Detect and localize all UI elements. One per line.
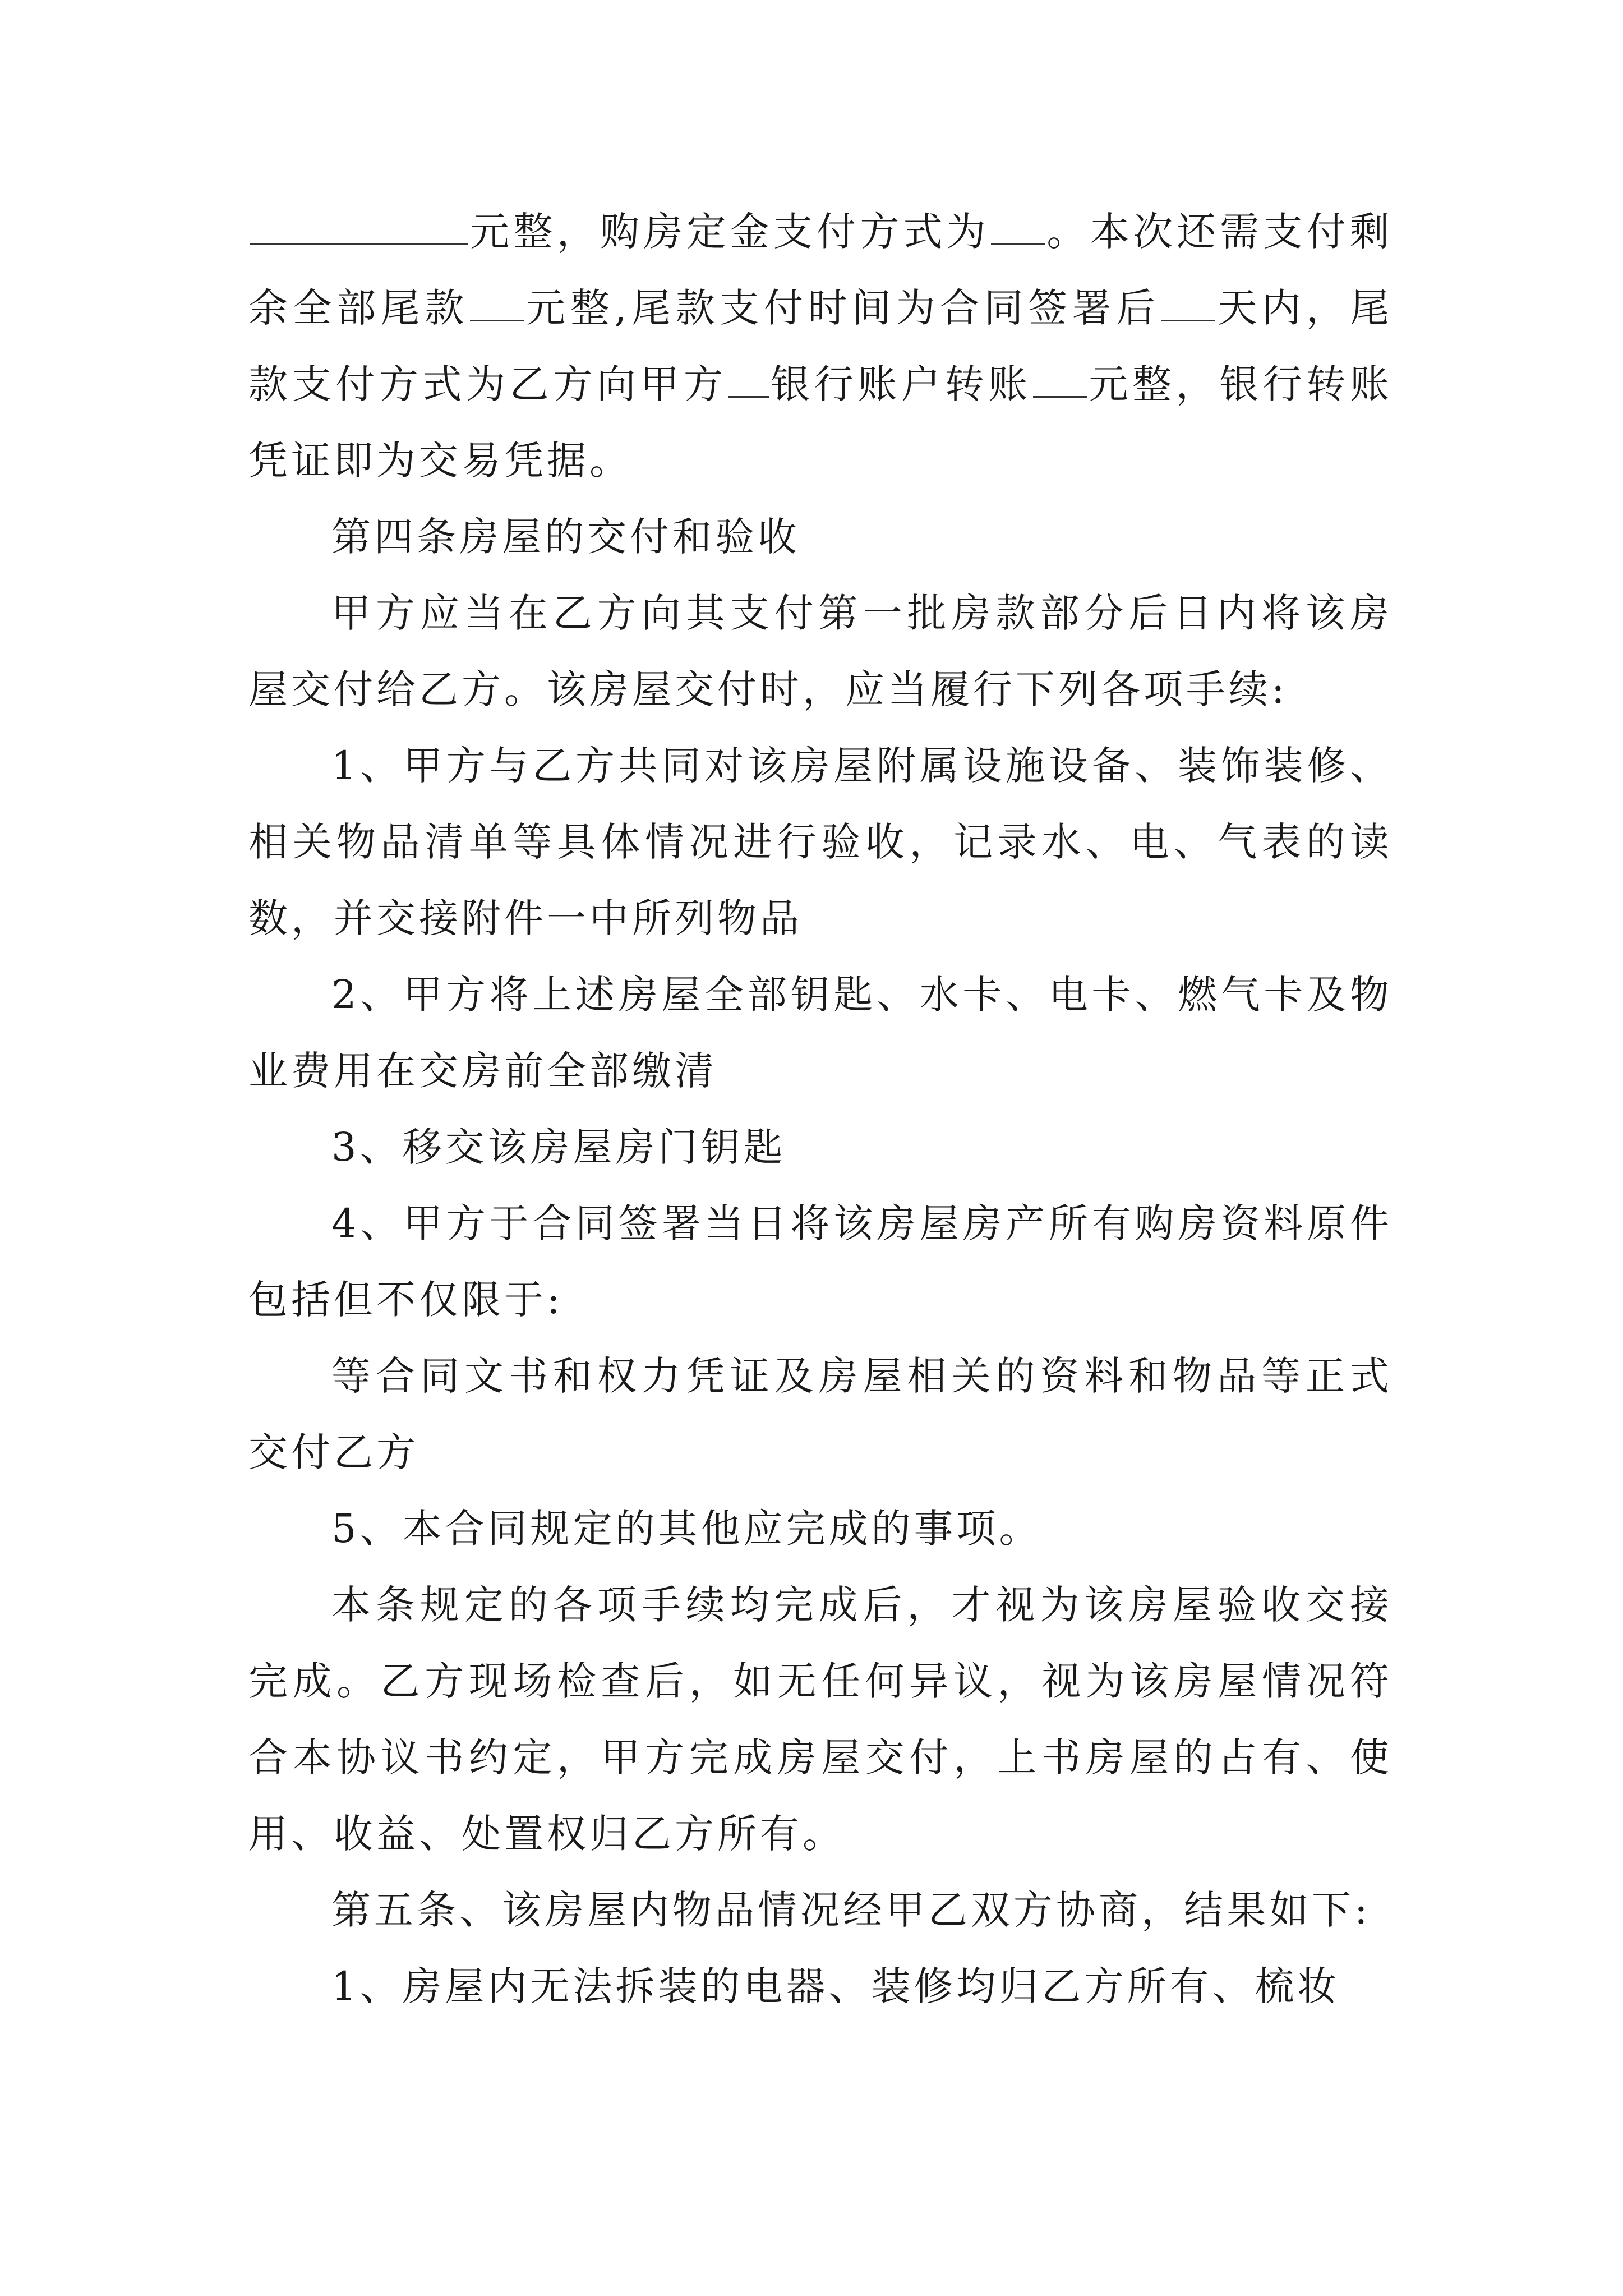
article-4-item-5: 5、本合同规定的其他应完成的事项。 bbox=[331, 1506, 1042, 1552]
article-4-heading: 第四条房屋的交付和验收 bbox=[331, 514, 800, 560]
article-4-item-2: 2、甲方将上述房屋全部钥匙、水卡、电卡、燃气卡及物业费用在交房前全部缴清 bbox=[248, 972, 1393, 1094]
payment-text-1: 元整，购房定金支付方式为 bbox=[469, 209, 990, 255]
contract-body bbox=[248, 194, 1393, 2024]
article-4-completion: 本条规定的各项手续均完成后，才视为该房屋验收交接完成。乙方现场检查后，如无任何异议，视为该房屋情况符合本协议书约定，甲方完成房屋交付，上书房屋的占有、使用、收益、处置权归乙方所有。 bbox=[248, 1582, 1393, 1857]
balance-days-blank bbox=[1161, 280, 1215, 321]
payment-text-3: 元整,尾款支付时间为合同签署后 bbox=[524, 285, 1160, 331]
payment-text-4: 天内，尾款支付方式为乙方向甲方 bbox=[248, 285, 1393, 407]
payment-terms-paragraph bbox=[248, 194, 1393, 499]
article-4-item-3: 3、移交该房屋房门钥匙 bbox=[331, 1124, 786, 1170]
article-4-intro: 甲方应当在乙方向其支付第一批房款部分后日内将该房屋交付给乙方。该房屋交付时，应当履行下列各项手续: bbox=[248, 590, 1393, 712]
deposit-method-blank bbox=[991, 204, 1045, 245]
article-4-item-1: 1、甲方与乙方共同对该房屋附属设施设备、装饰装修、相关物品清单等具体情况进行验收，记录水、电、气表的读数，并交接附件一中所列物品 bbox=[248, 743, 1393, 941]
balance-amount-blank bbox=[470, 280, 524, 321]
transfer-amount-blank bbox=[1033, 357, 1087, 398]
bank-name-blank bbox=[728, 357, 769, 398]
article-4-item-4: 4、甲方于合同签署当日将该房屋房产所有购房资料原件包括但不仅限于: bbox=[248, 1200, 1393, 1323]
payment-text-5: 银行账户转账 bbox=[769, 361, 1032, 407]
deposit-amount-blank bbox=[250, 204, 468, 245]
payment-text-2: 。本次还需支付剩余全部尾款 bbox=[248, 209, 1393, 331]
article-4-item-4-continued: 等合同文书和权力凭证及房屋相关的资料和物品等正式交付乙方 bbox=[248, 1353, 1393, 1475]
article-5-item-1: 1、房屋内无法拆装的电器、装修均归乙方所有、梳妆 bbox=[331, 1963, 1340, 2009]
payment-text-6: 元整，银行转账凭证即为交易凭据。 bbox=[248, 361, 1393, 484]
article-5-heading: 第五条、该房屋内物品情况经甲乙双方协商，结果如下: bbox=[331, 1887, 1371, 1933]
